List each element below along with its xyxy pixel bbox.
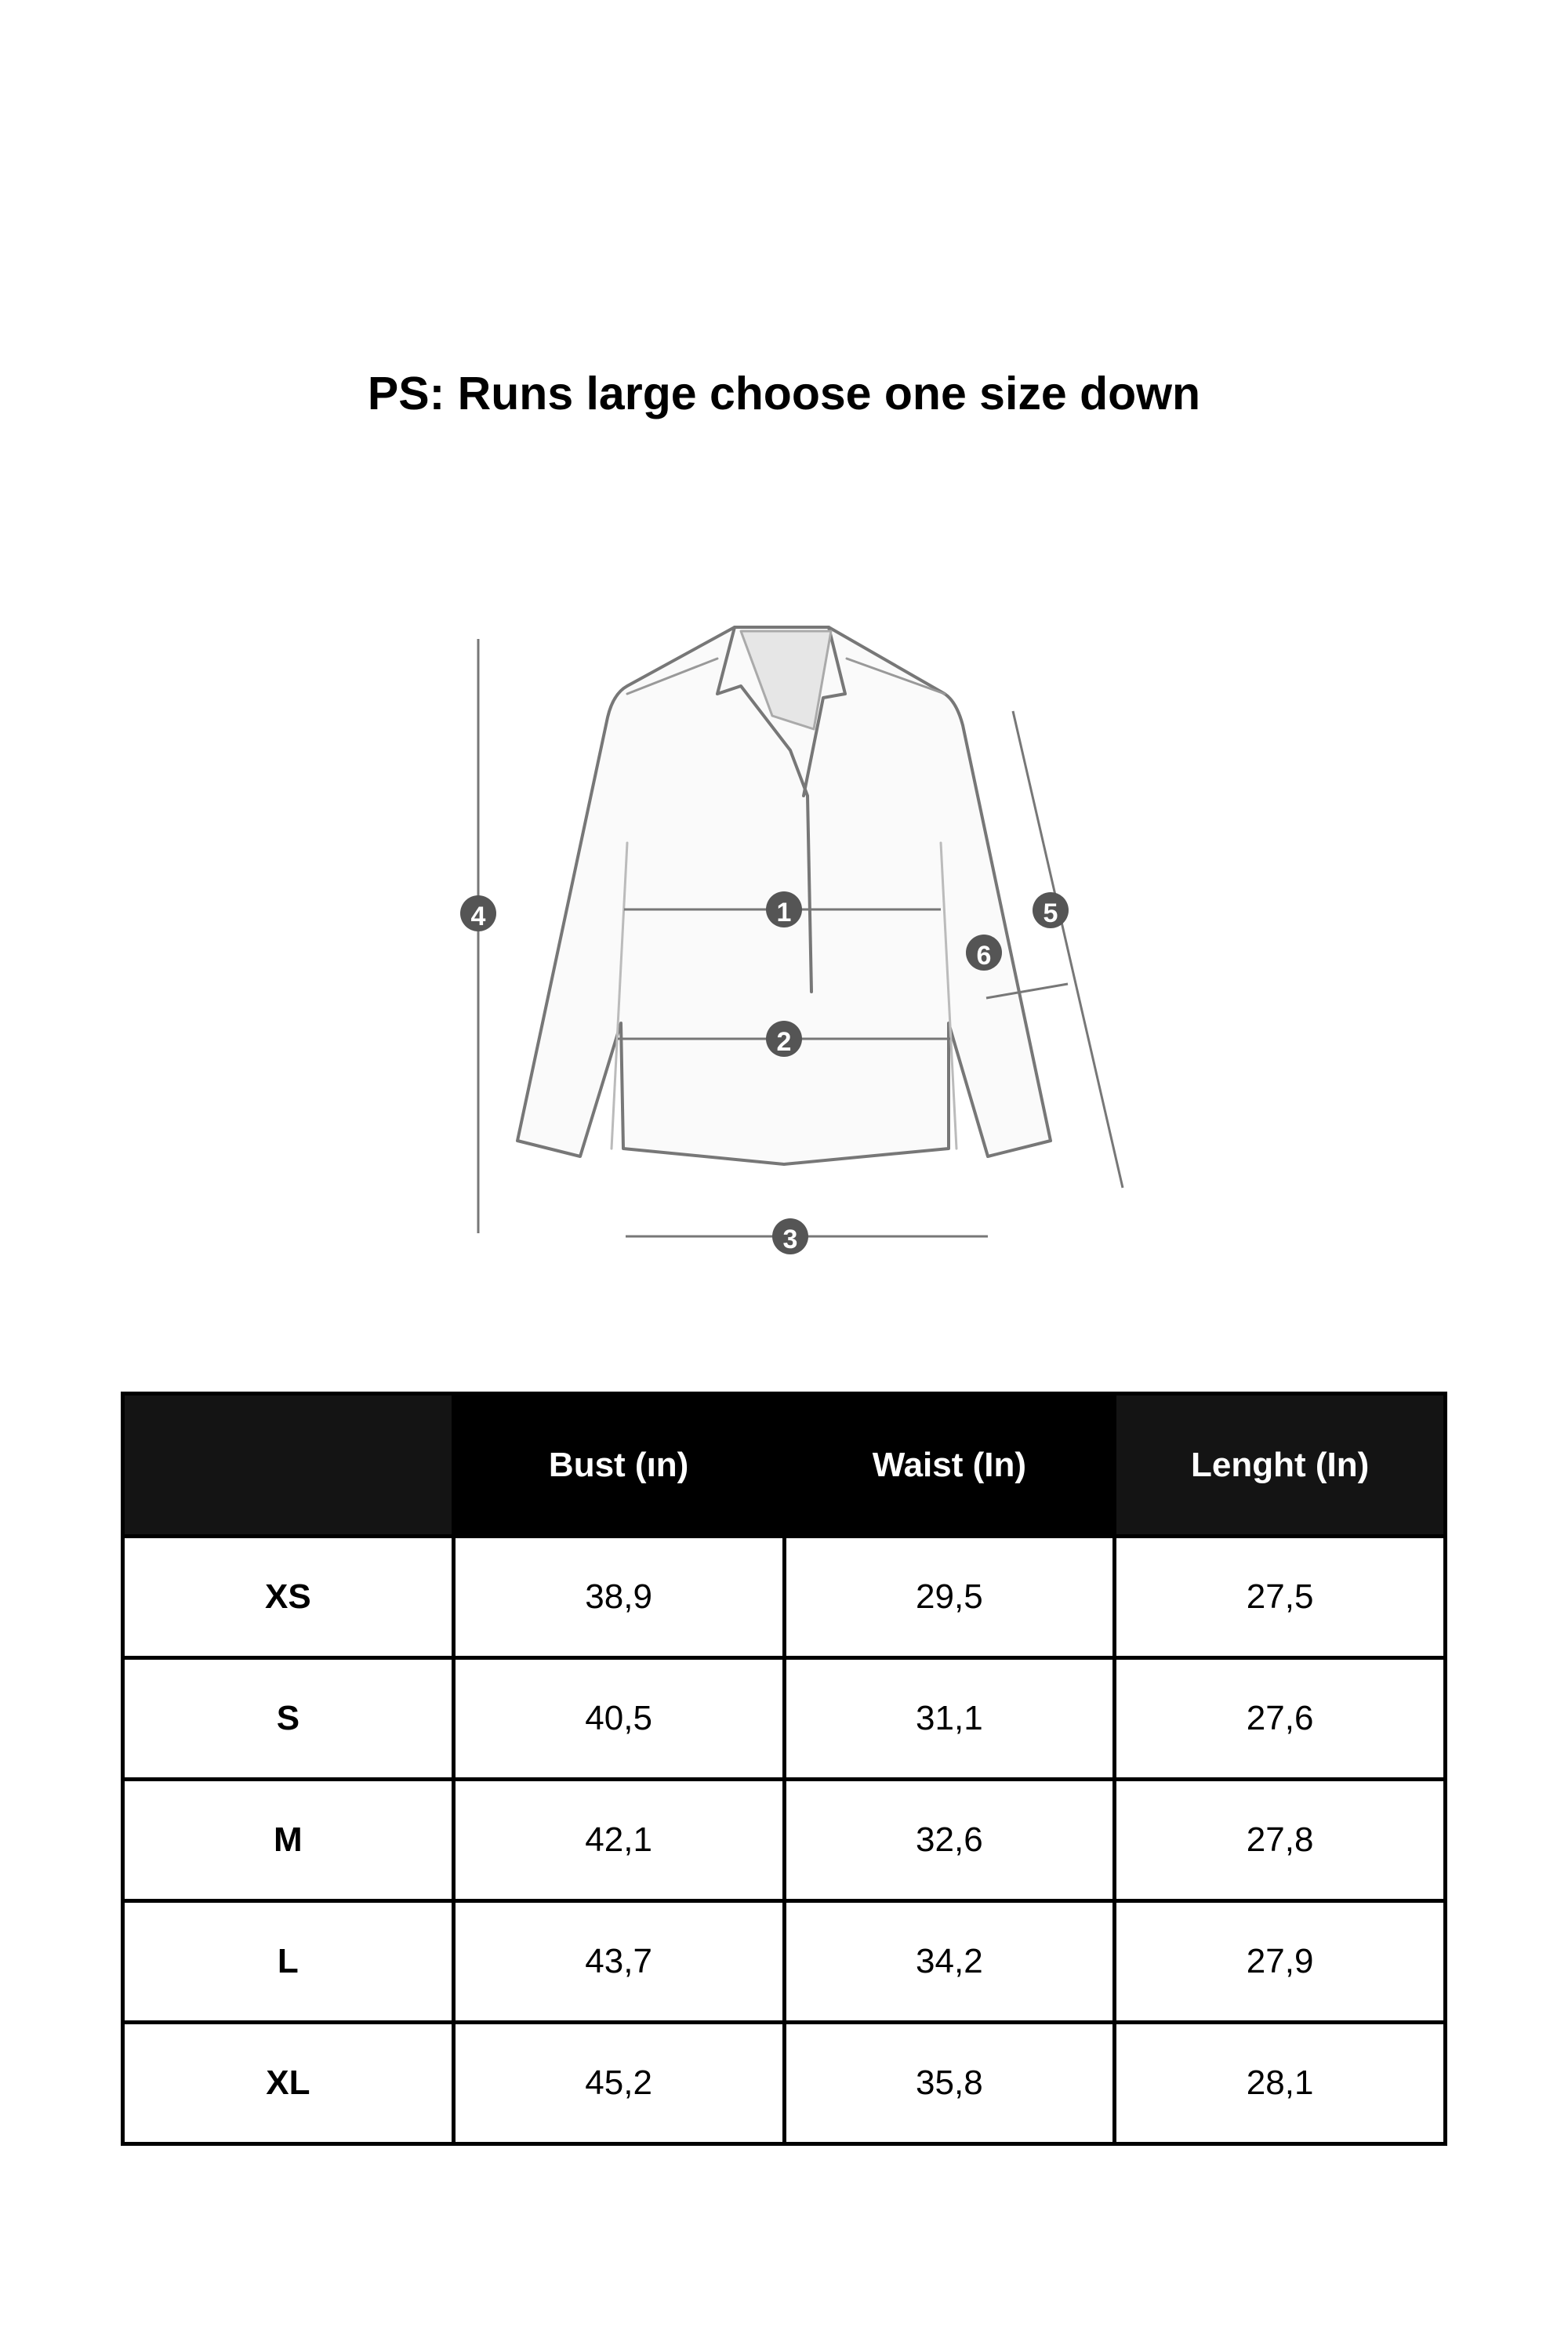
table-row (123, 1537, 1446, 1658)
waist-cell: 29,5 (784, 1537, 1115, 1658)
header-waist: Waist (In) (784, 1394, 1115, 1537)
table-header-row (123, 1394, 1446, 1537)
length-cell: 27,9 (1115, 1901, 1446, 2023)
bust-cell: 43,7 (453, 1901, 784, 2023)
svg-text:3: 3 (782, 1225, 798, 1254)
svg-text:6: 6 (976, 941, 992, 971)
length-cell: 28,1 (1115, 2023, 1446, 2144)
marker-2-icon (766, 1021, 802, 1057)
marker-1-icon (766, 891, 802, 927)
size-cell: S (123, 1658, 454, 1780)
marker-4-icon (460, 895, 496, 931)
waist-cell: 35,8 (784, 2023, 1115, 2144)
size-note: PS: Runs large choose one size down (367, 368, 1201, 419)
svg-text:2: 2 (776, 1027, 792, 1057)
size-cell: M (123, 1780, 454, 1901)
svg-text:1: 1 (776, 898, 792, 927)
waist-cell: 32,6 (784, 1780, 1115, 1901)
size-cell: XS (123, 1537, 454, 1658)
jacket-measurement-diagram (439, 608, 1129, 1258)
waist-cell: 34,2 (784, 1901, 1115, 2023)
table-row (123, 1658, 1446, 1780)
bust-cell: 42,1 (453, 1780, 784, 1901)
size-cell: XL (123, 2023, 454, 2144)
svg-text:4: 4 (470, 902, 486, 931)
svg-text:5: 5 (1043, 898, 1058, 928)
bust-cell: 45,2 (453, 2023, 784, 2144)
length-cell: 27,8 (1115, 1780, 1446, 1901)
marker-3-icon (772, 1218, 808, 1254)
table-row (123, 1901, 1446, 2023)
header-length: Lenght (In) (1115, 1394, 1446, 1537)
header-bust: Bust (ın) (453, 1394, 784, 1537)
table-row (123, 2023, 1446, 2144)
length-cell: 27,6 (1115, 1658, 1446, 1780)
table-row (123, 1780, 1446, 1901)
size-cell: L (123, 1901, 454, 2023)
length-cell: 27,5 (1115, 1537, 1446, 1658)
header-size (123, 1394, 454, 1537)
bust-cell: 40,5 (453, 1658, 784, 1780)
bust-cell: 38,9 (453, 1537, 784, 1658)
size-chart-table (121, 1392, 1447, 2146)
waist-cell: 31,1 (784, 1658, 1115, 1780)
marker-5-icon (1033, 892, 1069, 928)
marker-6-icon (966, 935, 1002, 971)
